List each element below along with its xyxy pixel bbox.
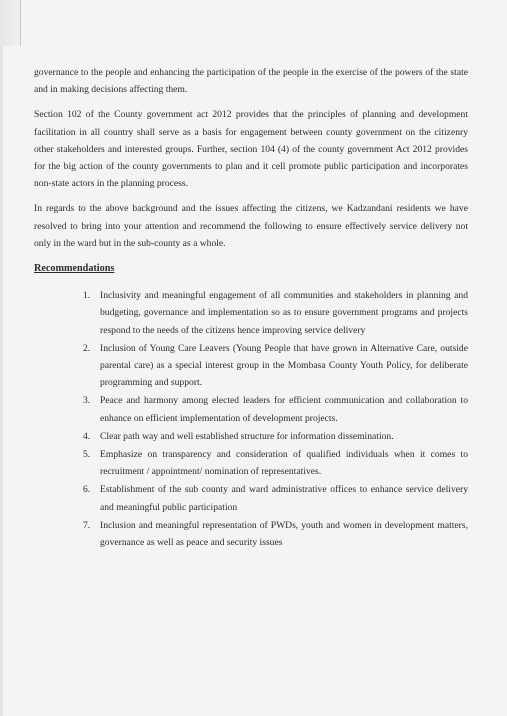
list-number: 5. (83, 449, 91, 461)
list-item-text: Inclusivity and meaningful engagement of all communities and stakeholders in planning and budgeting, governance and implementation so as to ensure government programs and projects respond to the needs of the citizens hence improving service delivery (100, 290, 468, 336)
list-number: 4. (83, 430, 91, 442)
paragraph-background: In regards to the above background and the issues affecting the citizens, we Kadzandani residents we have resolved to bring into your attention and recommend the following to ensure effectively service delivery not only in the ward but in the sub-county as a whole. (34, 203, 468, 249)
list-item (34, 340, 468, 392)
list-item-text: Clear path way and well established structure for information dissemination. (100, 430, 394, 442)
list-item (34, 517, 468, 551)
list-item (34, 287, 468, 339)
document-body (34, 64, 468, 552)
list-item-text: Peace and harmony among elected leaders for efficient communication and collaboration to enhance on efficient implementation of development projects. (100, 395, 468, 424)
list-item (34, 446, 468, 480)
paragraph-section-102: Section 102 of the County government act 2012 provides that the principles of planning and development facilitation in all country shall serve as a basis for engagement between county government on the citizenry other stakeholders and interested groups. Further, section 104 (4) of the county government Act 2012 provides for the big action of the county governments to plan and it cell promote public participation and incorporates non-state actors in the planning process. (34, 109, 468, 190)
page-edge-shadow (0, 46, 3, 716)
list-item (34, 481, 468, 515)
list-number: 7. (83, 519, 91, 531)
list-item-text: Emphasize on transparency and consideration of qualified individuals when it comes to recruitment / appointment/ nomination of representatives. (100, 449, 468, 478)
list-item-text: Establishment of the sub county and ward administrative offices to enhance service delivery and meaningful public participation (100, 484, 468, 513)
list-item (34, 392, 468, 426)
recommendations-list (34, 287, 468, 551)
recommendations-heading: Recommendations (34, 263, 115, 275)
list-item-text: Inclusion of Young Care Leavers (Young People that have grown in Alternative Care, outside parental care) as a special interest group in the Mombasa County Youth Policy, for deliberate programming and support. (100, 342, 468, 389)
paragraph-intro: governance to the people and enhancing the participation of the people in the exercise of the powers of the state and in making decisions affecting them. (34, 67, 468, 96)
list-item-text: Inclusion and meaningful representation of PWDs, youth and women in development matters, governance as well as peace and security issues (100, 519, 468, 549)
page-fold-shadow (0, 0, 21, 46)
list-number: 3. (83, 395, 91, 407)
list-number: 6. (83, 484, 91, 496)
list-number: 2. (83, 342, 91, 354)
list-number: 1. (83, 290, 91, 302)
list-item (34, 428, 468, 445)
